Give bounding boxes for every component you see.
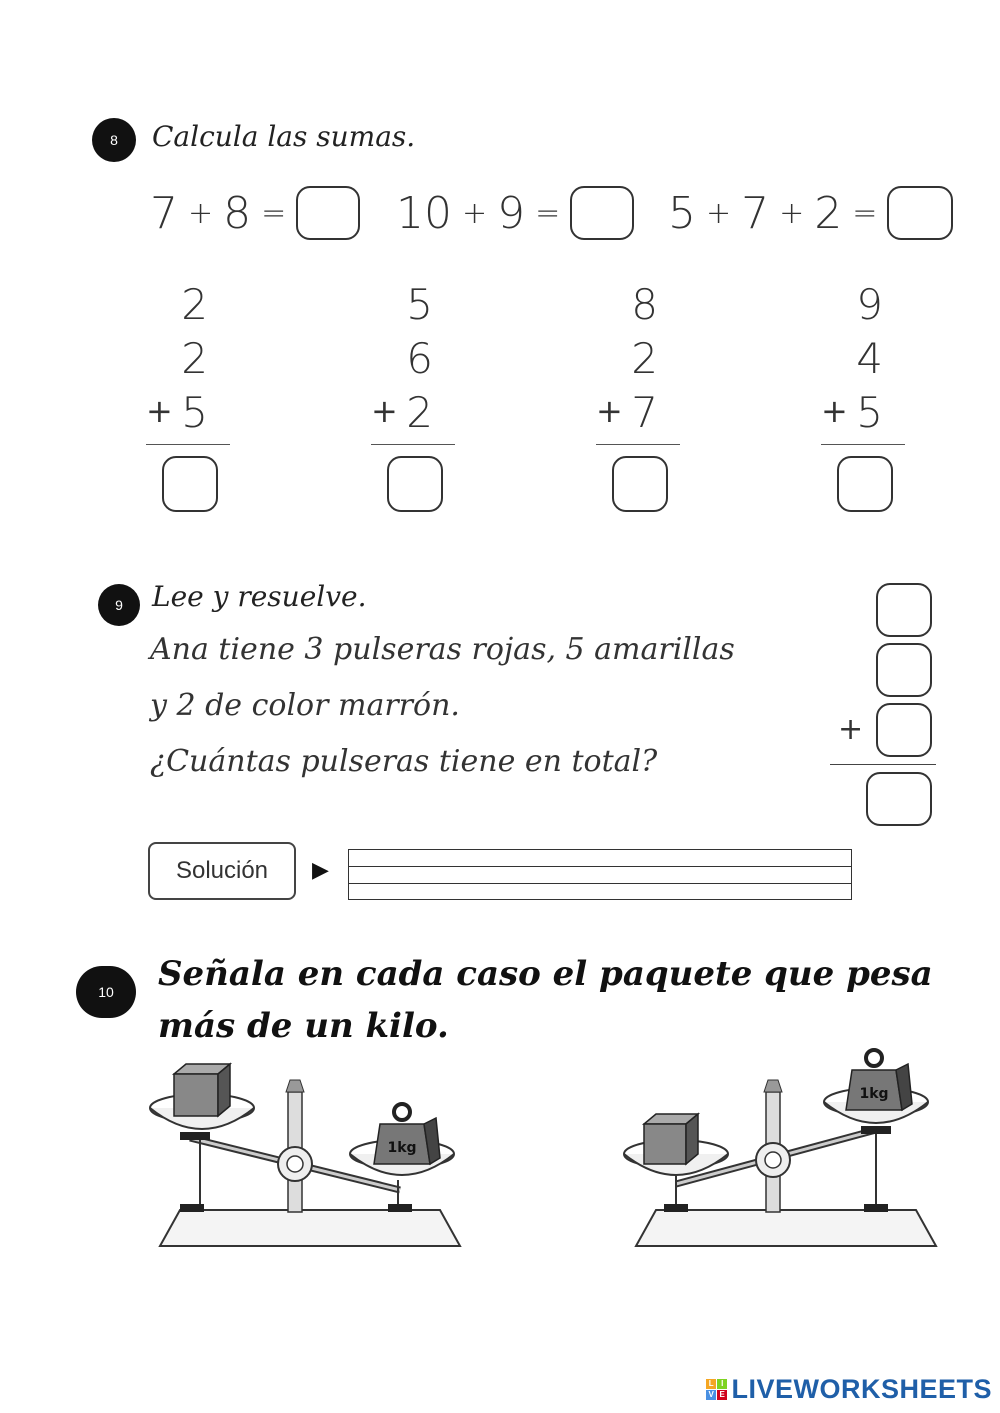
exercise-10-instruction: Señala en cada caso el paquete que pesa más de un kilo. — [158, 954, 933, 1046]
eq2-term: 9 — [497, 187, 526, 239]
eq2-op: + — [462, 195, 488, 231]
exercise-8-instruction: Calcula las sumas. — [152, 120, 416, 153]
eq1-term: 8 — [223, 187, 252, 239]
exercise-10-badge: 10 — [76, 966, 136, 1018]
addend: 7 — [631, 388, 658, 437]
problem-line-2: y 2 de color marrón. — [150, 688, 460, 723]
scale-pivot-inner — [287, 1156, 303, 1172]
liveworksheets-logo[interactable] — [706, 1374, 992, 1405]
balance-scale-1[interactable] — [140, 1050, 480, 1260]
scale-pillar-top — [764, 1080, 782, 1092]
sum-rule — [596, 444, 680, 445]
logo-text: LIVEWORKSHEETS — [731, 1374, 992, 1404]
sum-rule — [146, 444, 230, 445]
solution-answer-field[interactable] — [348, 849, 852, 900]
addend: 2 — [181, 334, 208, 383]
plus-sign: + — [146, 392, 173, 430]
scale-foot — [388, 1204, 412, 1212]
addend: 5 — [856, 388, 883, 437]
solution-label: Solución — [148, 842, 296, 900]
eq2-equals: = — [535, 195, 561, 231]
writing-line — [349, 883, 851, 884]
column-sum-4 — [821, 280, 911, 520]
logo-letter: E — [717, 1390, 727, 1400]
plus-sign: + — [371, 392, 398, 430]
addend-box-1[interactable] — [876, 583, 932, 637]
answer-box-eq1[interactable] — [296, 186, 360, 240]
exercise-9-badge: 9 — [98, 584, 140, 626]
eq3-term: 5 — [668, 187, 696, 239]
left-pan-foot — [180, 1132, 210, 1140]
logo-letter: V — [706, 1390, 716, 1400]
scale-foot — [864, 1204, 888, 1212]
addend: 9 — [856, 280, 883, 329]
sum-rule — [821, 444, 905, 445]
exercise-8-badge: 8 — [92, 118, 136, 162]
eq1-op: + — [188, 195, 214, 231]
eq1-term: 7 — [150, 187, 178, 239]
eq3-term: 2 — [814, 187, 843, 239]
logo-letter: I — [717, 1379, 727, 1389]
package-icon — [174, 1064, 230, 1116]
right-pan-foot — [861, 1126, 891, 1134]
eq3-equals: = — [852, 195, 878, 231]
scale-pivot-inner — [765, 1152, 781, 1168]
eq1-equals: = — [261, 195, 287, 231]
scale-foot — [664, 1204, 688, 1212]
column-sum-3 — [596, 280, 686, 520]
scale-pillar-top — [286, 1080, 304, 1092]
addend-box-2[interactable] — [876, 643, 932, 697]
addend: 5 — [406, 280, 433, 329]
balance-scale-2[interactable] — [616, 1044, 956, 1254]
equation-2 — [396, 186, 634, 240]
addend: 5 — [181, 388, 208, 437]
eq3-op: + — [779, 195, 805, 231]
writing-line — [349, 866, 851, 867]
eq2-term: 10 — [396, 187, 452, 239]
addend: 2 — [181, 280, 208, 329]
sum-rule — [371, 444, 455, 445]
package-icon — [644, 1114, 698, 1164]
column-sum-1 — [146, 280, 236, 520]
total-box[interactable] — [866, 772, 932, 826]
scale-base — [160, 1210, 460, 1246]
answer-box-col1[interactable] — [162, 456, 218, 512]
addend: 6 — [406, 334, 433, 383]
scale-foot — [180, 1204, 204, 1212]
answer-box-col4[interactable] — [837, 456, 893, 512]
addend: 2 — [406, 388, 433, 437]
answer-box-col2[interactable] — [387, 456, 443, 512]
kilogram-weight-icon — [374, 1104, 440, 1164]
arrow-right-icon: ▶ — [312, 858, 329, 883]
weight-label: 1kg — [859, 1086, 889, 1102]
plus-sign: + — [596, 392, 623, 430]
answer-box-eq3[interactable] — [887, 186, 953, 240]
kilogram-weight-icon — [846, 1050, 912, 1110]
plus-sign: + — [821, 392, 848, 430]
answer-box-eq2[interactable] — [570, 186, 634, 240]
eq3-op: + — [706, 195, 732, 231]
addend: 2 — [631, 334, 658, 383]
sum-rule — [830, 764, 936, 765]
plus-sign: + — [838, 712, 864, 747]
equation-1 — [150, 186, 360, 240]
addend: 8 — [631, 280, 658, 329]
logo-letter: L — [706, 1379, 716, 1389]
weight-label: 1kg — [387, 1140, 417, 1156]
logo-mark-icon — [706, 1379, 727, 1400]
eq3-term: 7 — [741, 187, 770, 239]
exercise-9-instruction: Lee y resuelve. — [152, 580, 367, 613]
addend: 4 — [856, 334, 883, 383]
addend-box-3[interactable] — [876, 703, 932, 757]
problem-line-1: Ana tiene 3 pulseras rojas, 5 amarillas — [150, 632, 735, 667]
answer-box-col3[interactable] — [612, 456, 668, 512]
column-sum-2 — [371, 280, 461, 520]
equation-3 — [668, 186, 953, 240]
problem-line-3: ¿Cuántas pulseras tiene en total? — [150, 744, 658, 779]
scale-base — [636, 1210, 936, 1246]
